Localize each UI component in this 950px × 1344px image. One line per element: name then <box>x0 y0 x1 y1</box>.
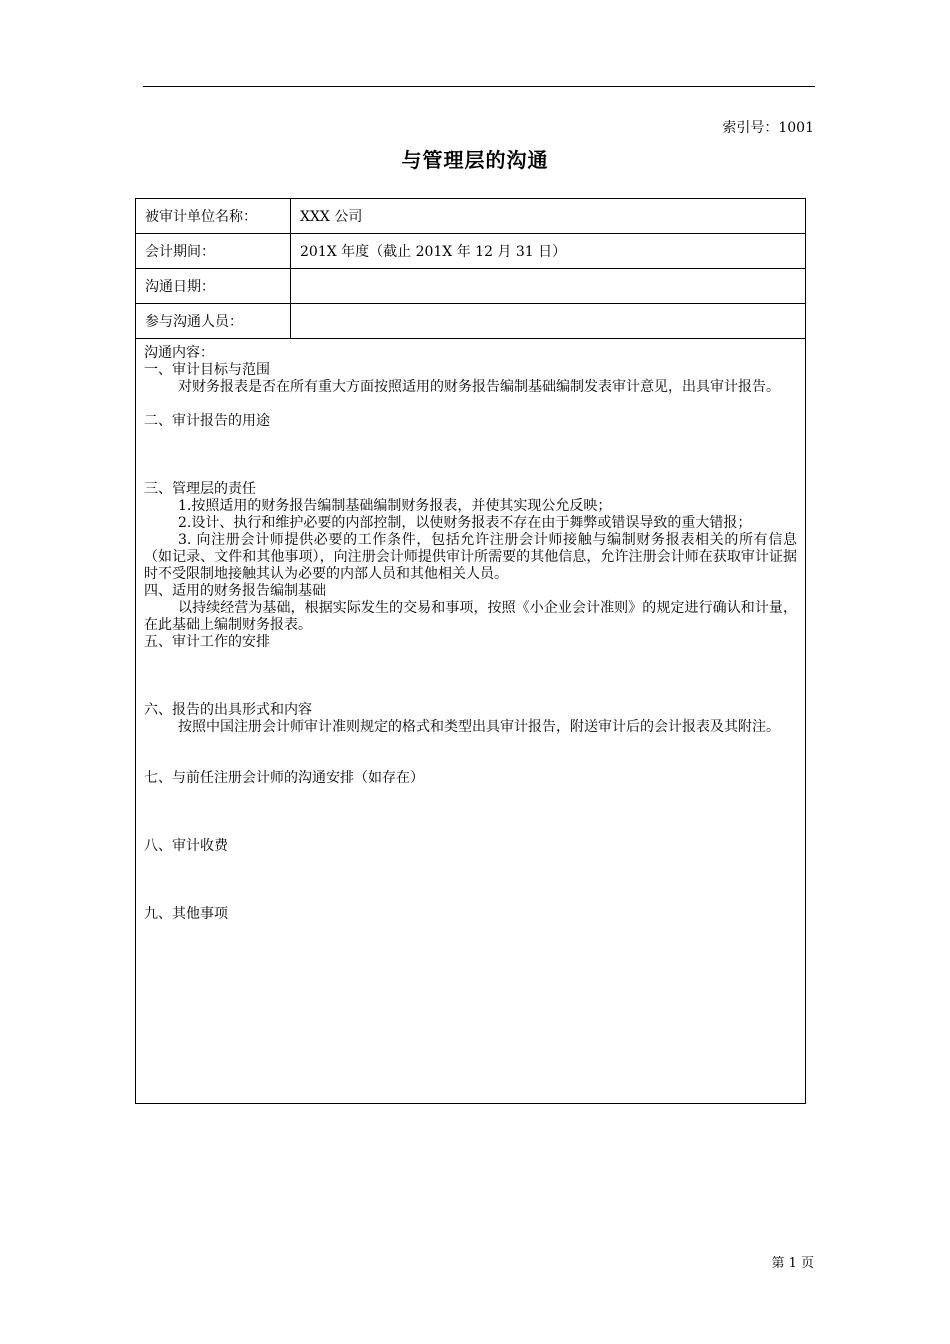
section-3-item-3: 3. 向注册会计师提供必要的工作条件，包括允许注册会计师接触与编制财务报表相关的所有信息（如记录、文件和其他事项），向注册会计师提供审计所需要的其他信息，允许注册会计师在获取审计证据时不受限制地接触其认为必要的内部人员和其他相关人员。 <box>144 532 797 582</box>
section-2-title: 二、审计报告的用途 <box>144 413 270 429</box>
section-8-title: 八、审计收费 <box>144 838 228 854</box>
section-3-item-1: 1.按照适用的财务报告编制基础编制财务报表，并使其实现公允反映； <box>178 498 612 514</box>
section-1-title: 一、审计目标与范围 <box>144 362 270 378</box>
section-5-title: 五、审计工作的安排 <box>144 634 270 650</box>
section-6-title: 六、报告的出具形式和内容 <box>144 702 312 718</box>
table-row <box>136 199 806 234</box>
entity-name-label: 被审计单位名称： <box>136 199 291 234</box>
table-row <box>136 339 806 1104</box>
accounting-period-value: 201X 年度（截止 201X 年 12 月 31 日） <box>291 234 806 269</box>
table-row <box>136 304 806 339</box>
communication-date-label: 沟通日期： <box>136 269 291 304</box>
section-4-title: 四、适用的财务报告编制基础 <box>144 583 326 599</box>
table-row <box>136 234 806 269</box>
communication-form-table <box>135 198 806 1104</box>
index-number: 索引号：1001 <box>722 120 814 136</box>
participants-value <box>291 304 806 339</box>
content-heading: 沟通内容： <box>144 345 214 361</box>
document-title: 与管理层的沟通 <box>401 148 549 172</box>
header-rule <box>143 86 815 87</box>
communication-content-cell <box>136 339 806 1104</box>
section-3-item-2: 2.设计、执行和维护必要的内部控制，以使财务报表不存在由于舞弊或错误导致的重大错报； <box>178 515 752 531</box>
section-1-text: 对财务报表是否在所有重大方面按照适用的财务报告编制基础编制发表审计意见，出具审计报告。 <box>178 379 780 395</box>
section-9-title: 九、其他事项 <box>144 906 228 922</box>
page-number: 第 1 页 <box>771 1256 814 1271</box>
entity-name-value: XXX 公司 <box>291 199 806 234</box>
section-6-text: 按照中国注册会计师审计准则规定的格式和类型出具审计报告，附送审计后的会计报表及其附注。 <box>178 719 780 735</box>
section-7-title: 七、与前任注册会计师的沟通安排（如存在） <box>144 770 424 786</box>
section-4-text: 以持续经营为基础，根据实际发生的交易和事项，按照《小企业会计准则》的规定进行确认和计量，在此基础上编制财务报表。 <box>144 600 797 633</box>
accounting-period-label: 会计期间： <box>136 234 291 269</box>
section-3-title: 三、管理层的责任 <box>144 481 256 497</box>
communication-date-value <box>291 269 806 304</box>
participants-label: 参与沟通人员： <box>136 304 291 339</box>
table-row <box>136 269 806 304</box>
